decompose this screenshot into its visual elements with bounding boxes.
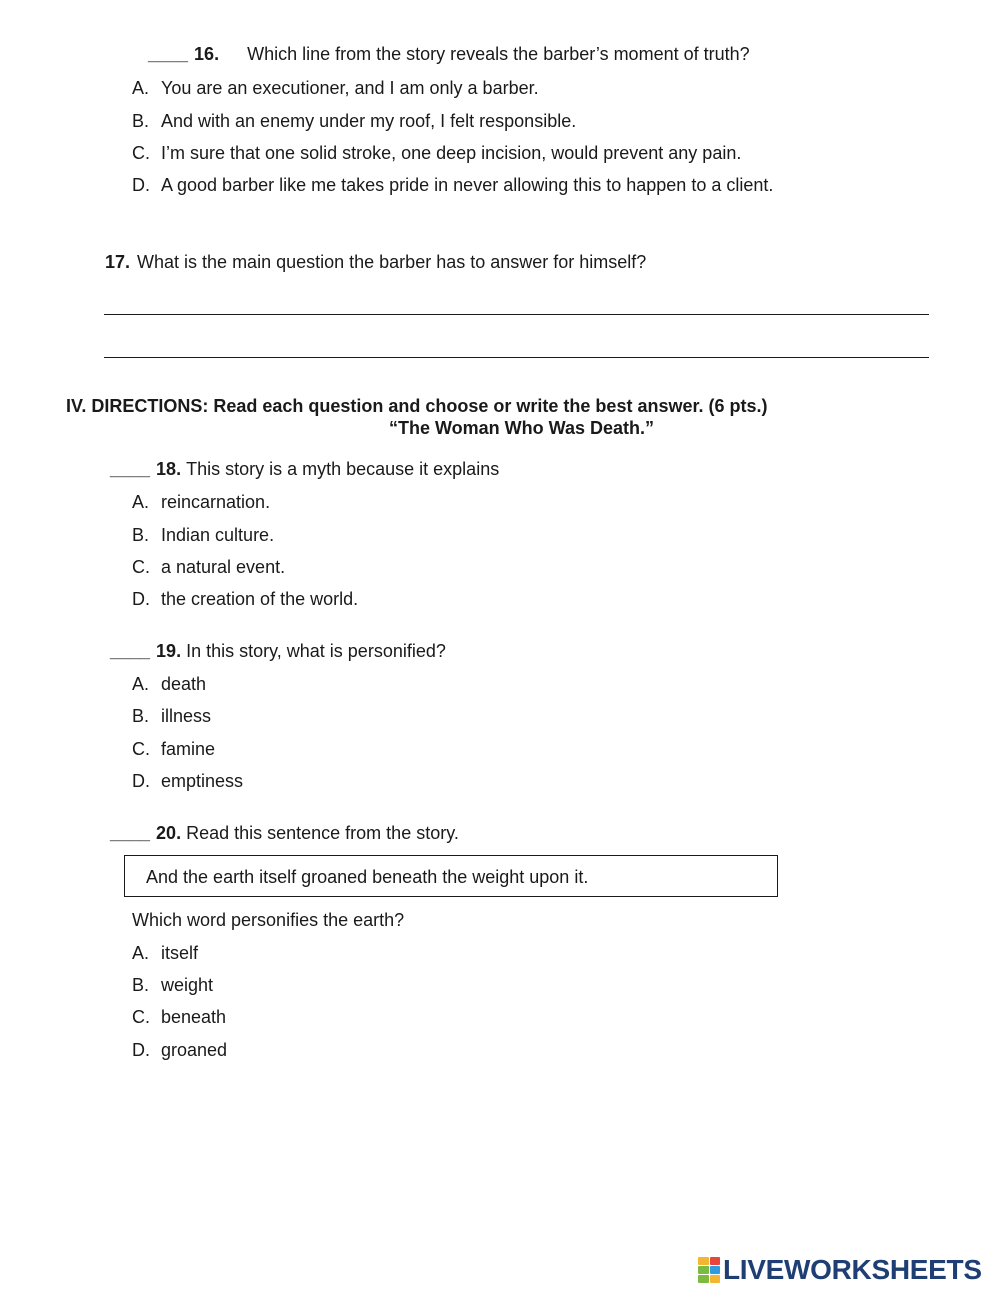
- question-17-stem: [105, 251, 646, 273]
- option-20-a: [132, 942, 198, 964]
- option-letter: D.: [132, 1040, 150, 1060]
- option-19-a: [132, 673, 206, 695]
- question-text-17: What is the main question the barber has to answer for himself?: [137, 252, 647, 272]
- question-number-16: 16.: [194, 44, 220, 64]
- option-letter: C.: [132, 1007, 150, 1027]
- liveworksheets-logo[interactable]: [698, 1255, 982, 1285]
- liveworksheets-logo-icon: [698, 1257, 720, 1283]
- question-text-20: Read this sentence from the story.: [186, 823, 459, 843]
- option-18-c: [132, 556, 285, 578]
- option-letter: C.: [132, 557, 150, 577]
- answer-line-17-2[interactable]: [104, 357, 929, 358]
- option-text: death: [161, 674, 207, 694]
- option-text: A good barber like me takes pride in never allowing this to happen to a client.: [161, 175, 774, 195]
- question-text-19: In this story, what is personified?: [186, 641, 446, 661]
- question-number-18: 18.: [156, 459, 182, 479]
- option-18-b: [132, 524, 274, 546]
- quote-text: And the earth itself groaned beneath the weight upon it.: [146, 867, 589, 887]
- answer-blank-16[interactable]: ____: [148, 44, 189, 64]
- answer-blank-19[interactable]: ____: [110, 641, 151, 661]
- question-text-16: Which line from the story reveals the barber’s moment of truth?: [247, 44, 750, 64]
- option-letter: A.: [132, 674, 150, 694]
- option-19-b: [132, 705, 211, 727]
- option-text: Indian culture.: [161, 525, 275, 545]
- section-directions: IV. DIRECTIONS: Read each question and choose or write the best answer. (6 pts.): [66, 396, 768, 416]
- question-20-stem: [110, 822, 459, 844]
- option-text: itself: [161, 943, 199, 963]
- quote-box: [124, 855, 778, 897]
- question-16-stem: [148, 43, 750, 65]
- option-20-d: [132, 1039, 227, 1061]
- option-letter: B.: [132, 111, 150, 131]
- answer-blank-18[interactable]: ____: [110, 459, 151, 479]
- question-19-stem: [110, 640, 446, 662]
- option-letter: C.: [132, 739, 150, 759]
- option-text: reincarnation.: [161, 492, 271, 512]
- option-20-c: [132, 1006, 226, 1028]
- option-19-d: [132, 770, 243, 792]
- option-text: And with an enemy under my roof, I felt responsible.: [161, 111, 577, 131]
- question-number-19: 19.: [156, 641, 182, 661]
- option-letter: B.: [132, 525, 150, 545]
- option-letter: D.: [132, 589, 150, 609]
- question-number-20: 20.: [156, 823, 182, 843]
- option-letter: D.: [132, 771, 150, 791]
- option-letter: B.: [132, 706, 150, 726]
- question-text-18: This story is a myth because it explains: [186, 459, 500, 479]
- option-16-b: [132, 110, 576, 132]
- option-18-a: [132, 491, 270, 513]
- option-letter: A.: [132, 943, 150, 963]
- option-text: famine: [161, 739, 216, 759]
- option-16-a: [132, 77, 539, 99]
- option-text: illness: [161, 706, 212, 726]
- option-text: beneath: [161, 1007, 227, 1027]
- option-letter: D.: [132, 175, 150, 195]
- option-letter: A.: [132, 492, 150, 512]
- option-letter: A.: [132, 78, 150, 98]
- option-19-c: [132, 738, 215, 760]
- question-number-17: 17.: [105, 252, 131, 272]
- option-16-d: [132, 174, 773, 196]
- option-16-c: [132, 142, 741, 164]
- answer-line-17-1[interactable]: [104, 314, 929, 315]
- option-18-d: [132, 588, 358, 610]
- option-text: I’m sure that one solid stroke, one deep incision, would prevent any pain.: [161, 143, 742, 163]
- question-20-followup: Which word personifies the earth?: [132, 910, 405, 930]
- story-title: “The Woman Who Was Death.”: [389, 418, 655, 438]
- option-20-b: [132, 974, 213, 996]
- option-text: weight: [161, 975, 214, 995]
- logo-text: LIVEWORKSHEETS: [723, 1254, 982, 1285]
- option-text: a natural event.: [161, 557, 286, 577]
- answer-blank-20[interactable]: ____: [110, 823, 151, 843]
- option-text: the creation of the world.: [161, 589, 359, 609]
- option-letter: B.: [132, 975, 150, 995]
- option-text: groaned: [161, 1040, 228, 1060]
- question-18-stem: [110, 458, 499, 480]
- option-text: emptiness: [161, 771, 244, 791]
- option-text: You are an executioner, and I am only a barber.: [161, 78, 539, 98]
- option-letter: C.: [132, 143, 150, 163]
